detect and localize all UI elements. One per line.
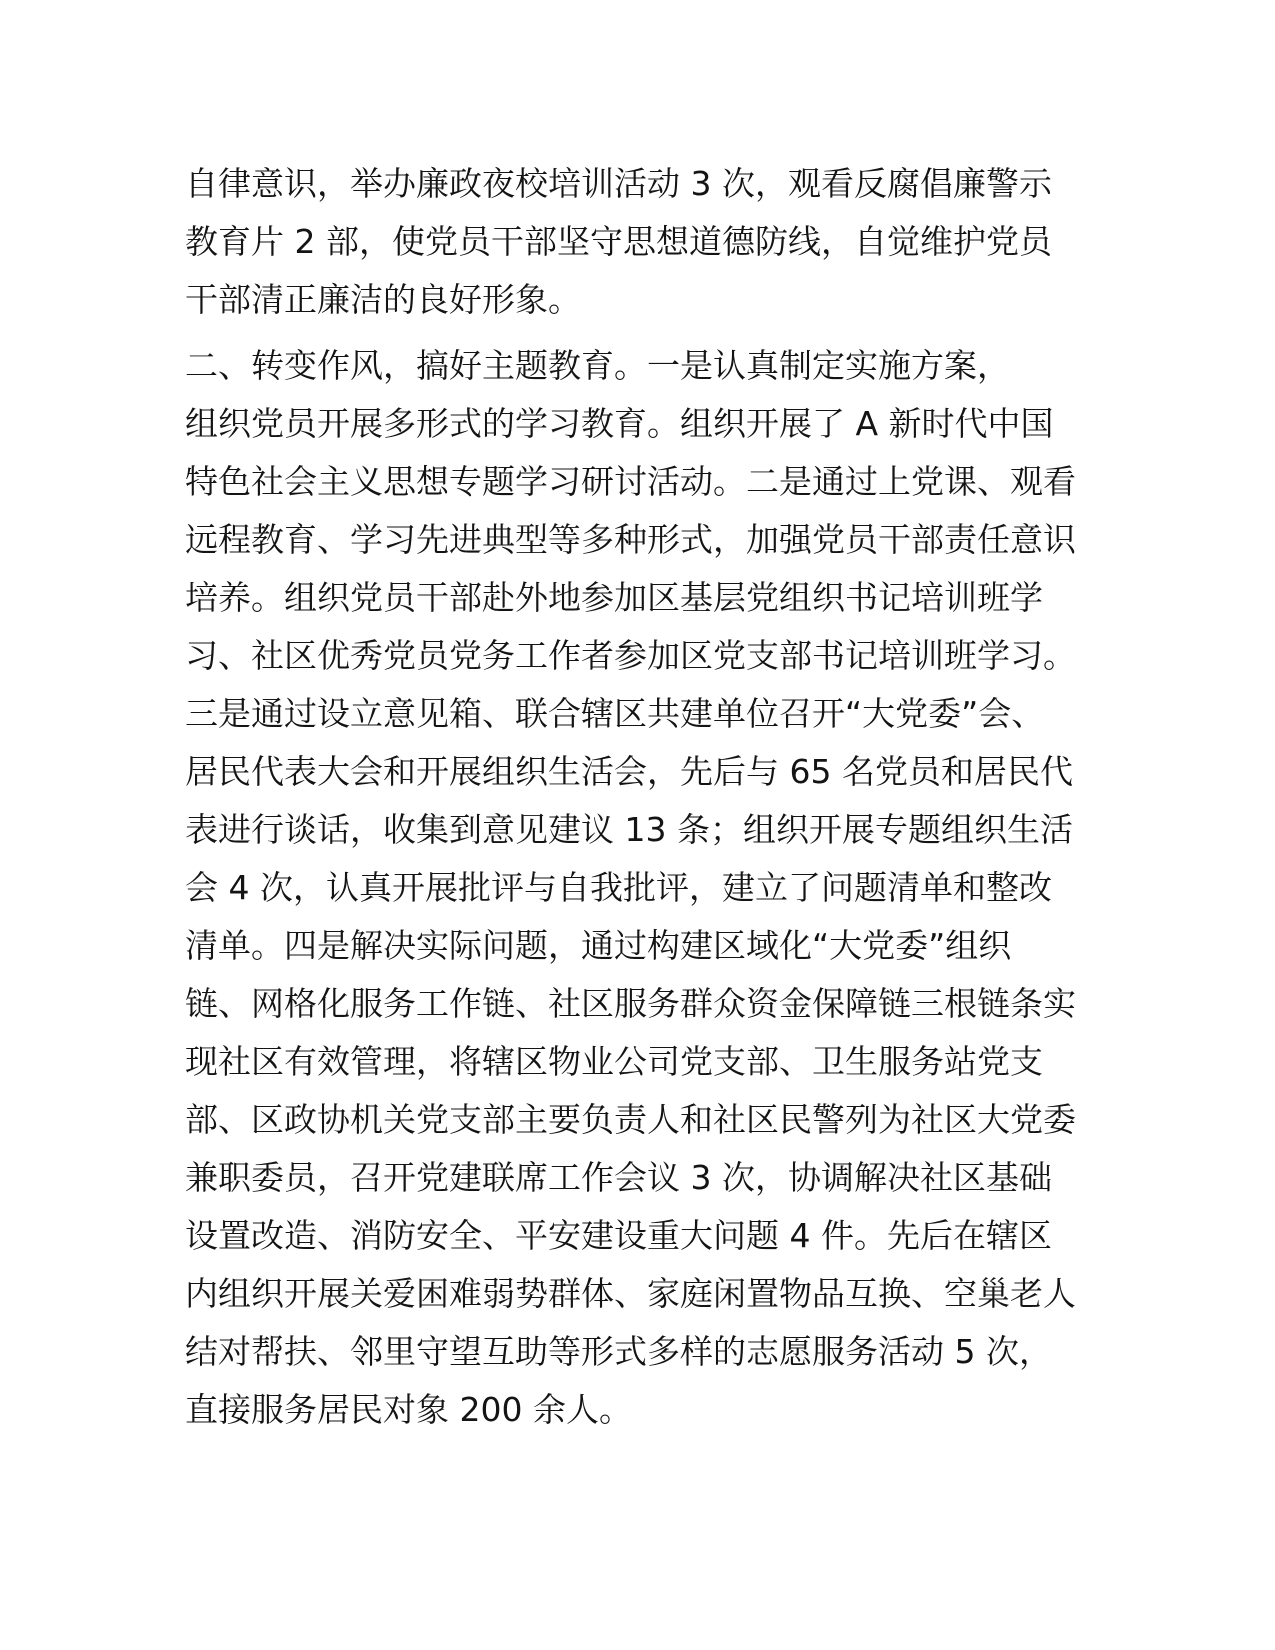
text-line: 特色社会主义思想专题学习研讨活动。二是通过上党课、观看 [185,462,1076,501]
text-line: 现社区有效管理，将辖区物业公司党支部、卫生服务站党支 [185,1042,1043,1081]
text-line: 自律意识，举办廉政夜校培训活动 3 次，观看反腐倡廉警示 [185,164,1052,203]
text-line: 部、区政协机关党支部主要负责人和社区民警列为社区大党委 [185,1100,1076,1139]
text-line: 结对帮扶、邻里守望互助等形式多样的志愿服务活动 5 次， [185,1332,1052,1371]
text-line: 兼职委员，召开党建联席工作会议 3 次，协调解决社区基础 [185,1158,1052,1197]
text-line: 设置改造、消防安全、平安建设重大问题 4 件。先后在辖区 [185,1216,1052,1255]
text-line: 直接服务居民对象 200 余人。 [185,1390,632,1429]
text-line: 三是通过设立意见箱、联合辖区共建单位召开“大党委”会、 [185,694,1045,733]
text-line: 习、社区优秀党员党务工作者参加区党支部书记培训班学习。 [185,636,1076,675]
paragraph-discipline-education [185,164,1085,341]
text-line: 内组织开展关爱困难弱势群体、家庭闲置物品互换、空巢老人 [185,1274,1076,1313]
text-line: 清单。四是解决实际问题，通过构建区域化“大党委”组织 [185,926,1012,965]
text-line: 组织党员开展多形式的学习教育。组织开展了 A 新时代中国 [185,404,1054,443]
text-line: 干部清正廉洁的良好形象。 [185,280,581,319]
text-line: 居民代表大会和开展组织生活会，先后与 65 名党员和居民代 [185,752,1073,791]
text-line: 教育片 2 部，使党员干部坚守思想道德防线，自觉维护党员 [185,222,1052,261]
text-line: 链、网格化服务工作链、社区服务群众资金保障链三根链条实 [185,984,1076,1023]
text-line: 表进行谈话，收集到意见建议 13 条；组织开展专题组织生活 [185,810,1073,849]
text-line: 远程教育、学习先进典型等多种形式，加强党员干部责任意识 [185,520,1076,559]
paragraph-theme-education [185,346,1085,1451]
text-line: 培养。组织党员干部赴外地参加区基层党组织书记培训班学 [185,578,1043,617]
text-line: 会 4 次，认真开展批评与自我批评，建立了问题清单和整改 [185,868,1052,907]
text-line: 二、转变作风，搞好主题教育。一是认真制定实施方案， [185,346,1010,385]
